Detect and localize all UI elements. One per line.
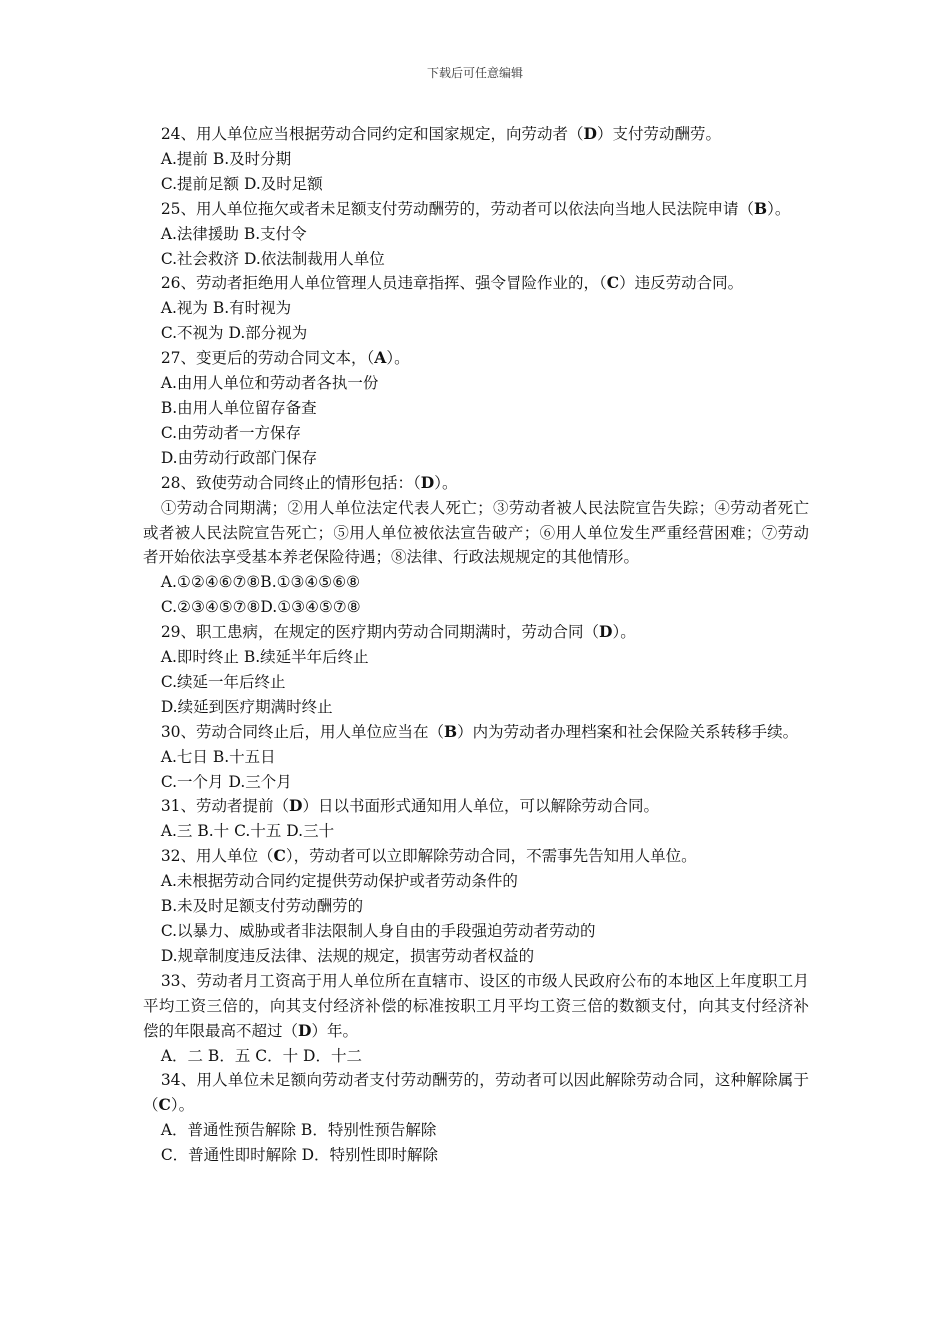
option-line: B.由用人单位留存备查 — [160, 398, 317, 417]
question-34 — [143, 1068, 809, 1118]
question-stem: 31、劳动者提前（ — [160, 797, 290, 816]
answer: C — [273, 846, 286, 866]
answer: C — [606, 273, 620, 293]
question-stem: ）年。 — [311, 1021, 358, 1040]
question-stem: 24、用人单位应当根据劳动合同约定和国家规定，向劳动者（ — [160, 125, 584, 143]
option-line: A.即时终止 B.续延半年后终止 — [160, 648, 369, 667]
question-27 — [143, 346, 809, 371]
question-stem: ）。 — [434, 473, 458, 492]
question-stem: 29、职工患病，在规定的医疗期内劳动合同期满时，劳动合同（ — [160, 623, 600, 642]
answer: D — [583, 124, 597, 143]
option-line: C.由劳动者一方保存 — [160, 423, 302, 442]
question-stem: 34、用人单位未足额向劳动者支付劳动酬劳的，劳动者可以因此解除劳动合同，这种解除属于（ — [143, 1071, 809, 1115]
question-30 — [143, 720, 809, 745]
question-32 — [143, 844, 809, 869]
question-stem: ），劳动者可以立即解除劳动合同，不需事先告知用人单位。 — [285, 847, 697, 866]
question-stem: ）内为劳动者办理档案和社会保险关系转移手续。 — [457, 722, 799, 741]
question-26 — [143, 271, 809, 296]
answer: D — [298, 1020, 312, 1040]
question-detail: ①劳动合同期满；②用人单位法定代表人死亡；③劳动者被人民法院宣告失踪；④劳动者死亡或者被人民法院宣告死亡；⑤用人单位被依法宣告破产；⑥用人单位发生严重经营困难；⑦劳动者开始依法享受基本养老保险待遇；⑧法律、行政法规规定的其他情形。 — [143, 498, 809, 567]
option-line: A．二 B．五 C．十 D．十二 — [160, 1046, 362, 1065]
option-line: C.不视为 D.部分视为 — [160, 324, 308, 343]
option-line: C.提前足额 D.及时足额 — [160, 174, 323, 193]
option-line: A.法律援助 B.支付令 — [160, 224, 307, 243]
option-line: C.社会救济 D.依法制裁用人单位 — [160, 249, 385, 268]
question-stem: ）日以书面形式通知用人单位，可以解除劳动合同。 — [302, 797, 660, 816]
option-line: A.未根据劳动合同约定提供劳动保护或者劳动条件的 — [160, 872, 518, 891]
option-line: A．普通性预告解除 B．特别性预告解除 — [160, 1121, 437, 1140]
question-stem: ）。 — [386, 349, 410, 368]
question-stem: 33、劳动者月工资高于用人单位所在直辖市、设区的市级人民政府公布的本地区上年度职工月平均工资三倍的，向其支付经济补偿的标准按职工月平均工资三倍的数额支付，向其支付经济补偿的年限最高不超过（ — [143, 971, 809, 1040]
answer: B — [444, 721, 458, 741]
question-stem: 25、用人单位拖欠或者未足额支付劳动酬劳的，劳动者可以依法向当地人民法院申请（ — [160, 199, 755, 218]
option-line: C.以暴力、威胁或者非法限制人身自由的手段强迫劳动者劳动的 — [160, 922, 596, 940]
question-stem: 28、致使劳动合同终止的情形包括：（ — [160, 473, 421, 492]
question-stem: 32、用人单位（ — [160, 847, 274, 866]
question-31 — [143, 794, 809, 819]
option-line: C.②③④⑤⑦⑧D.①③④⑤⑦⑧ — [160, 598, 361, 617]
question-stem: 26、劳动者拒绝用人单位管理人员违章指挥、强令冒险作业的，（ — [160, 274, 607, 293]
question-stem: ）支付劳动酬劳。 — [597, 125, 722, 143]
question-24 — [143, 122, 809, 147]
option-line: A.七日 B.十五日 — [160, 747, 276, 766]
question-stem: ）。 — [170, 1096, 195, 1115]
page-header: 下载后可任意编辑 — [426, 66, 523, 80]
answer: A — [374, 348, 387, 368]
answer: C — [158, 1095, 171, 1115]
option-line: C.续延一年后终止 — [160, 672, 286, 691]
question-stem: ）。 — [612, 623, 636, 642]
option-line: D.由劳动行政部门保存 — [160, 448, 318, 467]
document-body — [143, 122, 809, 1168]
question-28 — [143, 471, 809, 496]
option-line: D.规章制度违反法律、法规的规定，损害劳动者权益的 — [160, 946, 535, 965]
answer: D — [599, 622, 613, 642]
option-line: B.未及时足额支付劳动酬劳的 — [160, 897, 364, 916]
question-33 — [143, 969, 809, 1044]
option-line: A.三 B.十 C.十五 D.三十 — [160, 822, 335, 841]
option-line: A.由用人单位和劳动者各执一份 — [160, 374, 379, 393]
option-line: C．普通性即时解除 D．特别性即时解除 — [160, 1146, 439, 1165]
question-stem: ）。 — [767, 199, 791, 218]
question-stem: 27、变更后的劳动合同文本，（ — [160, 349, 375, 368]
option-line: A.提前 B.及时分期 — [160, 149, 292, 168]
answer: D — [289, 796, 303, 816]
question-stem: 30、劳动合同终止后，用人单位应当在（ — [160, 722, 445, 741]
question-stem: ）违反劳动合同。 — [619, 274, 744, 293]
question-25 — [143, 197, 809, 222]
question-29 — [143, 620, 809, 645]
answer: B — [754, 198, 768, 218]
option-line: A.①②④⑥⑦⑧B.①③④⑤⑥⑧ — [160, 573, 360, 592]
option-line: C.一个月 D.三个月 — [160, 772, 292, 791]
option-line: A.视为 B.有时视为 — [160, 299, 292, 318]
answer: D — [420, 472, 435, 492]
option-line: D.续延到医疗期满时终止 — [160, 697, 333, 716]
